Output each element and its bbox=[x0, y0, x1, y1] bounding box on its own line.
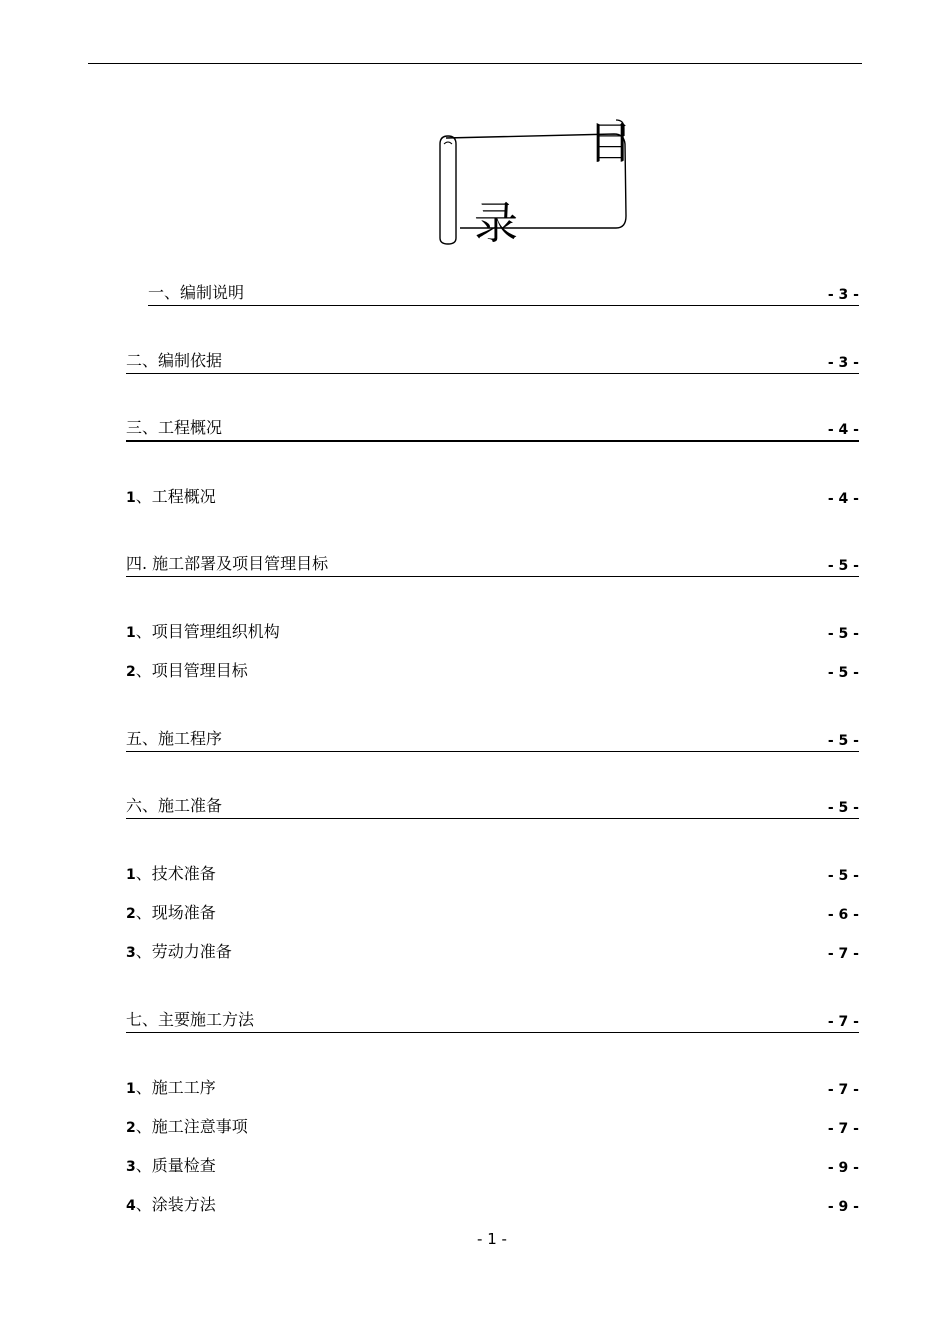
toc-subentry-number: 1 bbox=[126, 490, 136, 506]
toc-subentry[interactable] bbox=[126, 864, 859, 886]
toc-subentry-label: 、项目管理目标 bbox=[135, 661, 248, 680]
toc-subentry[interactable] bbox=[126, 661, 859, 683]
toc-subentry[interactable] bbox=[126, 942, 859, 964]
toc-entry-page: - 7 - bbox=[827, 1014, 859, 1030]
toc-subentry-number: 3 bbox=[126, 945, 136, 961]
toc-subentry[interactable] bbox=[126, 903, 859, 925]
toc-entry-label: 三、工程概况 bbox=[126, 418, 223, 437]
toc-entry-page: - 7 - bbox=[827, 1121, 859, 1137]
title-char-mu: 目 bbox=[588, 118, 632, 169]
toc-subentry[interactable] bbox=[126, 622, 859, 644]
title-char-lu: 录 bbox=[474, 198, 518, 249]
toc-entry-page: - 5 - bbox=[827, 733, 859, 749]
toc-subentry-label: 、劳动力准备 bbox=[135, 942, 232, 961]
toc-entry-page: - 5 - bbox=[827, 626, 859, 642]
toc-subentry-label: 、现场准备 bbox=[135, 903, 216, 922]
toc-subentry[interactable] bbox=[126, 1195, 859, 1217]
header-rule bbox=[88, 63, 862, 64]
toc-entry-label: 七、主要施工方法 bbox=[126, 1010, 255, 1029]
toc-subentry[interactable] bbox=[126, 1156, 859, 1178]
toc-entry[interactable] bbox=[126, 418, 859, 442]
toc-title-scroll bbox=[436, 116, 632, 252]
toc-entry-page: - 7 - bbox=[827, 946, 859, 962]
toc-entry-page: - 3 - bbox=[827, 287, 859, 303]
toc-subentry-label: 、质量检查 bbox=[135, 1156, 216, 1175]
toc-entry-page: - 5 - bbox=[827, 800, 859, 816]
toc-entry-page: - 5 - bbox=[827, 665, 859, 681]
toc-entry-label: 一、编制说明 bbox=[148, 283, 245, 302]
toc-subentry-number: 2 bbox=[126, 906, 136, 922]
toc-subentry-number: 1 bbox=[126, 867, 136, 883]
toc-entry-label: 四. 施工部署及项目管理目标 bbox=[126, 554, 329, 573]
toc-subentry-number: 2 bbox=[126, 664, 136, 680]
toc-subentry-label: 、工程概况 bbox=[135, 487, 216, 506]
toc-entry-label: 五、施工程序 bbox=[126, 729, 223, 748]
toc-subentry-label: 、涂装方法 bbox=[135, 1195, 216, 1214]
toc-subentry-number: 1 bbox=[126, 625, 136, 641]
toc-entry[interactable] bbox=[126, 1010, 859, 1033]
toc-entry-page: - 5 - bbox=[827, 558, 859, 574]
toc-entry-page: - 5 - bbox=[827, 868, 859, 884]
toc-subentry-number: 3 bbox=[126, 1159, 136, 1175]
toc-entry-label: 二、编制依据 bbox=[126, 351, 223, 370]
toc-entry-page: - 9 - bbox=[827, 1199, 859, 1215]
toc-subentry[interactable] bbox=[126, 487, 859, 509]
toc-entry[interactable] bbox=[148, 283, 859, 306]
toc-subentry-number: 4 bbox=[126, 1198, 136, 1214]
footer-page-number: - 1 - bbox=[477, 1230, 507, 1248]
toc-subentry-label: 、技术准备 bbox=[135, 864, 216, 883]
toc-entry-page: - 4 - bbox=[827, 491, 859, 507]
toc-entry-page: - 6 - bbox=[827, 907, 859, 923]
toc-subentry[interactable] bbox=[126, 1117, 859, 1139]
toc-entry[interactable] bbox=[126, 554, 859, 577]
toc-entry-page: - 9 - bbox=[827, 1160, 859, 1176]
toc-entry[interactable] bbox=[126, 796, 859, 819]
toc-subentry-number: 1 bbox=[126, 1081, 136, 1097]
toc-subentry[interactable] bbox=[126, 1078, 859, 1100]
toc-entry-page: - 3 - bbox=[827, 355, 859, 371]
toc-entry[interactable] bbox=[126, 729, 859, 752]
toc-entry[interactable] bbox=[126, 351, 859, 374]
toc-subentry-label: 、施工工序 bbox=[135, 1078, 216, 1097]
toc-subentry-label: 、项目管理组织机构 bbox=[135, 622, 280, 641]
toc-entry-label: 六、施工准备 bbox=[126, 796, 223, 815]
toc-subentry-label: 、施工注意事项 bbox=[135, 1117, 248, 1136]
toc-entry-page: - 4 - bbox=[827, 422, 859, 438]
toc-subentry-number: 2 bbox=[126, 1120, 136, 1136]
toc-entry-page: - 7 - bbox=[827, 1082, 859, 1098]
